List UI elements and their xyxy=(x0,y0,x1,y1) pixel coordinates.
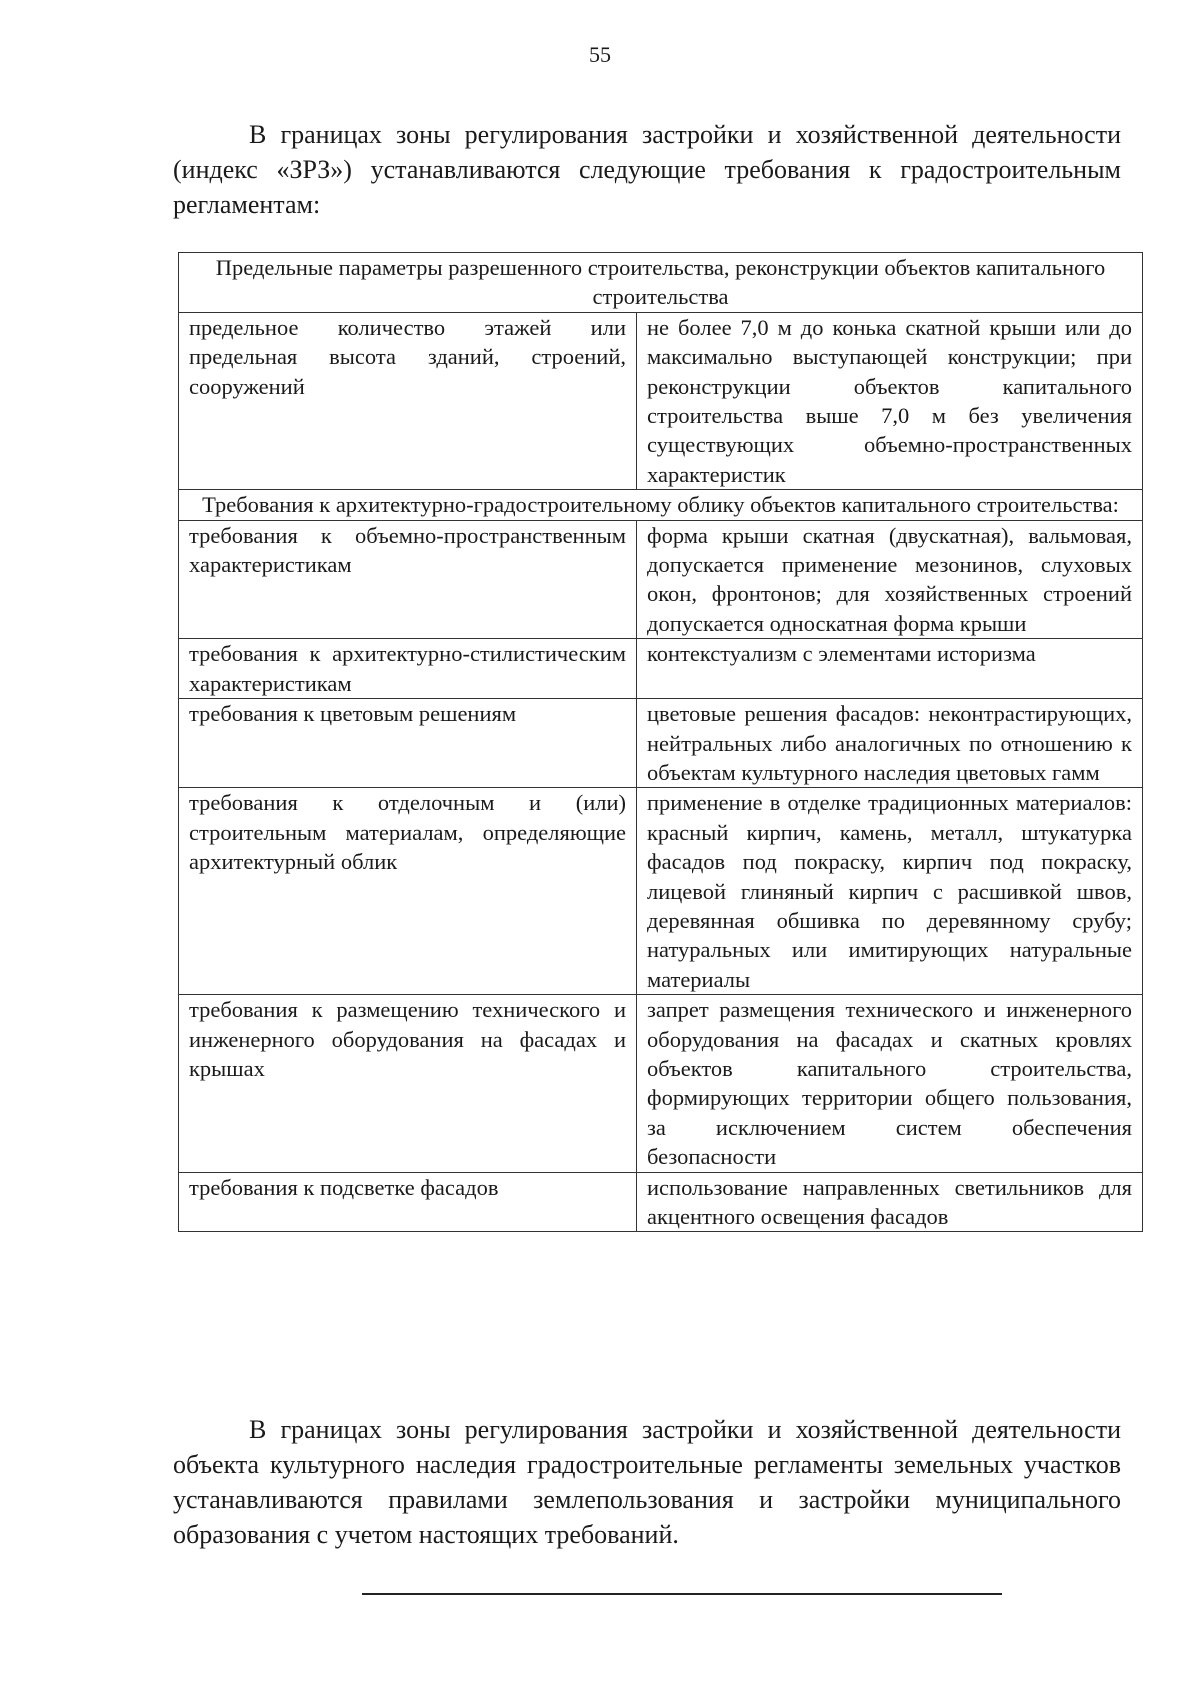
intro-paragraph: В границах зоны регулирования застройки и хозяйственной деятельности (индекс «ЗРЗ») устанавливаются следующие требования к градостроительным регламентам: xyxy=(173,120,1121,219)
requirements-table xyxy=(178,252,1143,1232)
table-row xyxy=(179,312,1143,489)
row-value: форма крыши скатная (двускатная), вальмовая, допускается применение мезонинов, слуховых окон, фронтонов; для хозяйственных строений допускается односкатная форма крыши xyxy=(637,520,1143,639)
page-number: 55 xyxy=(589,42,611,67)
row-value: цветовые решения фасадов: неконтрастирующих, нейтральных либо аналогичных по отношению к объектам культурного наследия цветовых гамм xyxy=(637,699,1143,788)
table-row xyxy=(179,520,1143,639)
row-value: контекстуализм с элементами историзма xyxy=(637,639,1143,699)
table-section-header-row xyxy=(179,253,1143,313)
table-section-header-row xyxy=(179,490,1143,520)
row-label: требования к цветовым решениям xyxy=(179,699,637,788)
row-label: требования к размещению технического и инженерного оборудования на фасадах и крышах xyxy=(179,995,637,1172)
table-row xyxy=(179,788,1143,995)
row-label: предельное количество этажей или предельная высота зданий, строений, сооружений xyxy=(179,312,637,489)
row-label: требования к объемно-пространственным характеристикам xyxy=(179,520,637,639)
row-value: не более 7,0 м до конька скатной крыши или до максимально выступающей конструкции; при реконструкции объектов капитального строительства выше 7,0 м без увеличения существующих объемно-пространственных характеристик xyxy=(637,312,1143,489)
table-row xyxy=(179,995,1143,1172)
row-label: требования к подсветке фасадов xyxy=(179,1172,637,1232)
table-row xyxy=(179,639,1143,699)
row-label: требования к отделочным и (или) строительным материалам, определяющие архитектурный облик xyxy=(179,788,637,995)
table-row xyxy=(179,1172,1143,1232)
row-value: использование направленных светильников для акцентного освещения фасадов xyxy=(637,1172,1143,1232)
row-value: применение в отделке традиционных материалов: красный кирпич, камень, металл, штукатурка фасадов под покраску, кирпич под покраску, лицевой глиняный кирпич с расшивкой швов, деревянная обшивка по деревянному срубу; натуральных или имитирующих натуральные материалы xyxy=(637,788,1143,995)
closing-paragraph: В границах зоны регулирования застройки и хозяйственной деятельности объекта культурного наследия градостроительные регламенты земельных участков устанавливаются правилами землепользования и застройки муниципального образования с учетом настоящих требований. xyxy=(173,1415,1121,1549)
row-label: требования к архитектурно-стилистическим характеристикам xyxy=(179,639,637,699)
row-value: запрет размещения технического и инженерного оборудования на фасадах и скатных кровлях объектов капитального строительства, формирующих территории общего пользования, за исключением систем обеспечения безопасности xyxy=(637,995,1143,1172)
closing-rule xyxy=(362,1593,1002,1595)
section1-header: Предельные параметры разрешенного строительства, реконструкции объектов капитального строительства xyxy=(179,253,1143,313)
section2-header: Требования к архитектурно-градостроительному облику объектов капитального строительства: xyxy=(179,490,1143,520)
table-row xyxy=(179,699,1143,788)
